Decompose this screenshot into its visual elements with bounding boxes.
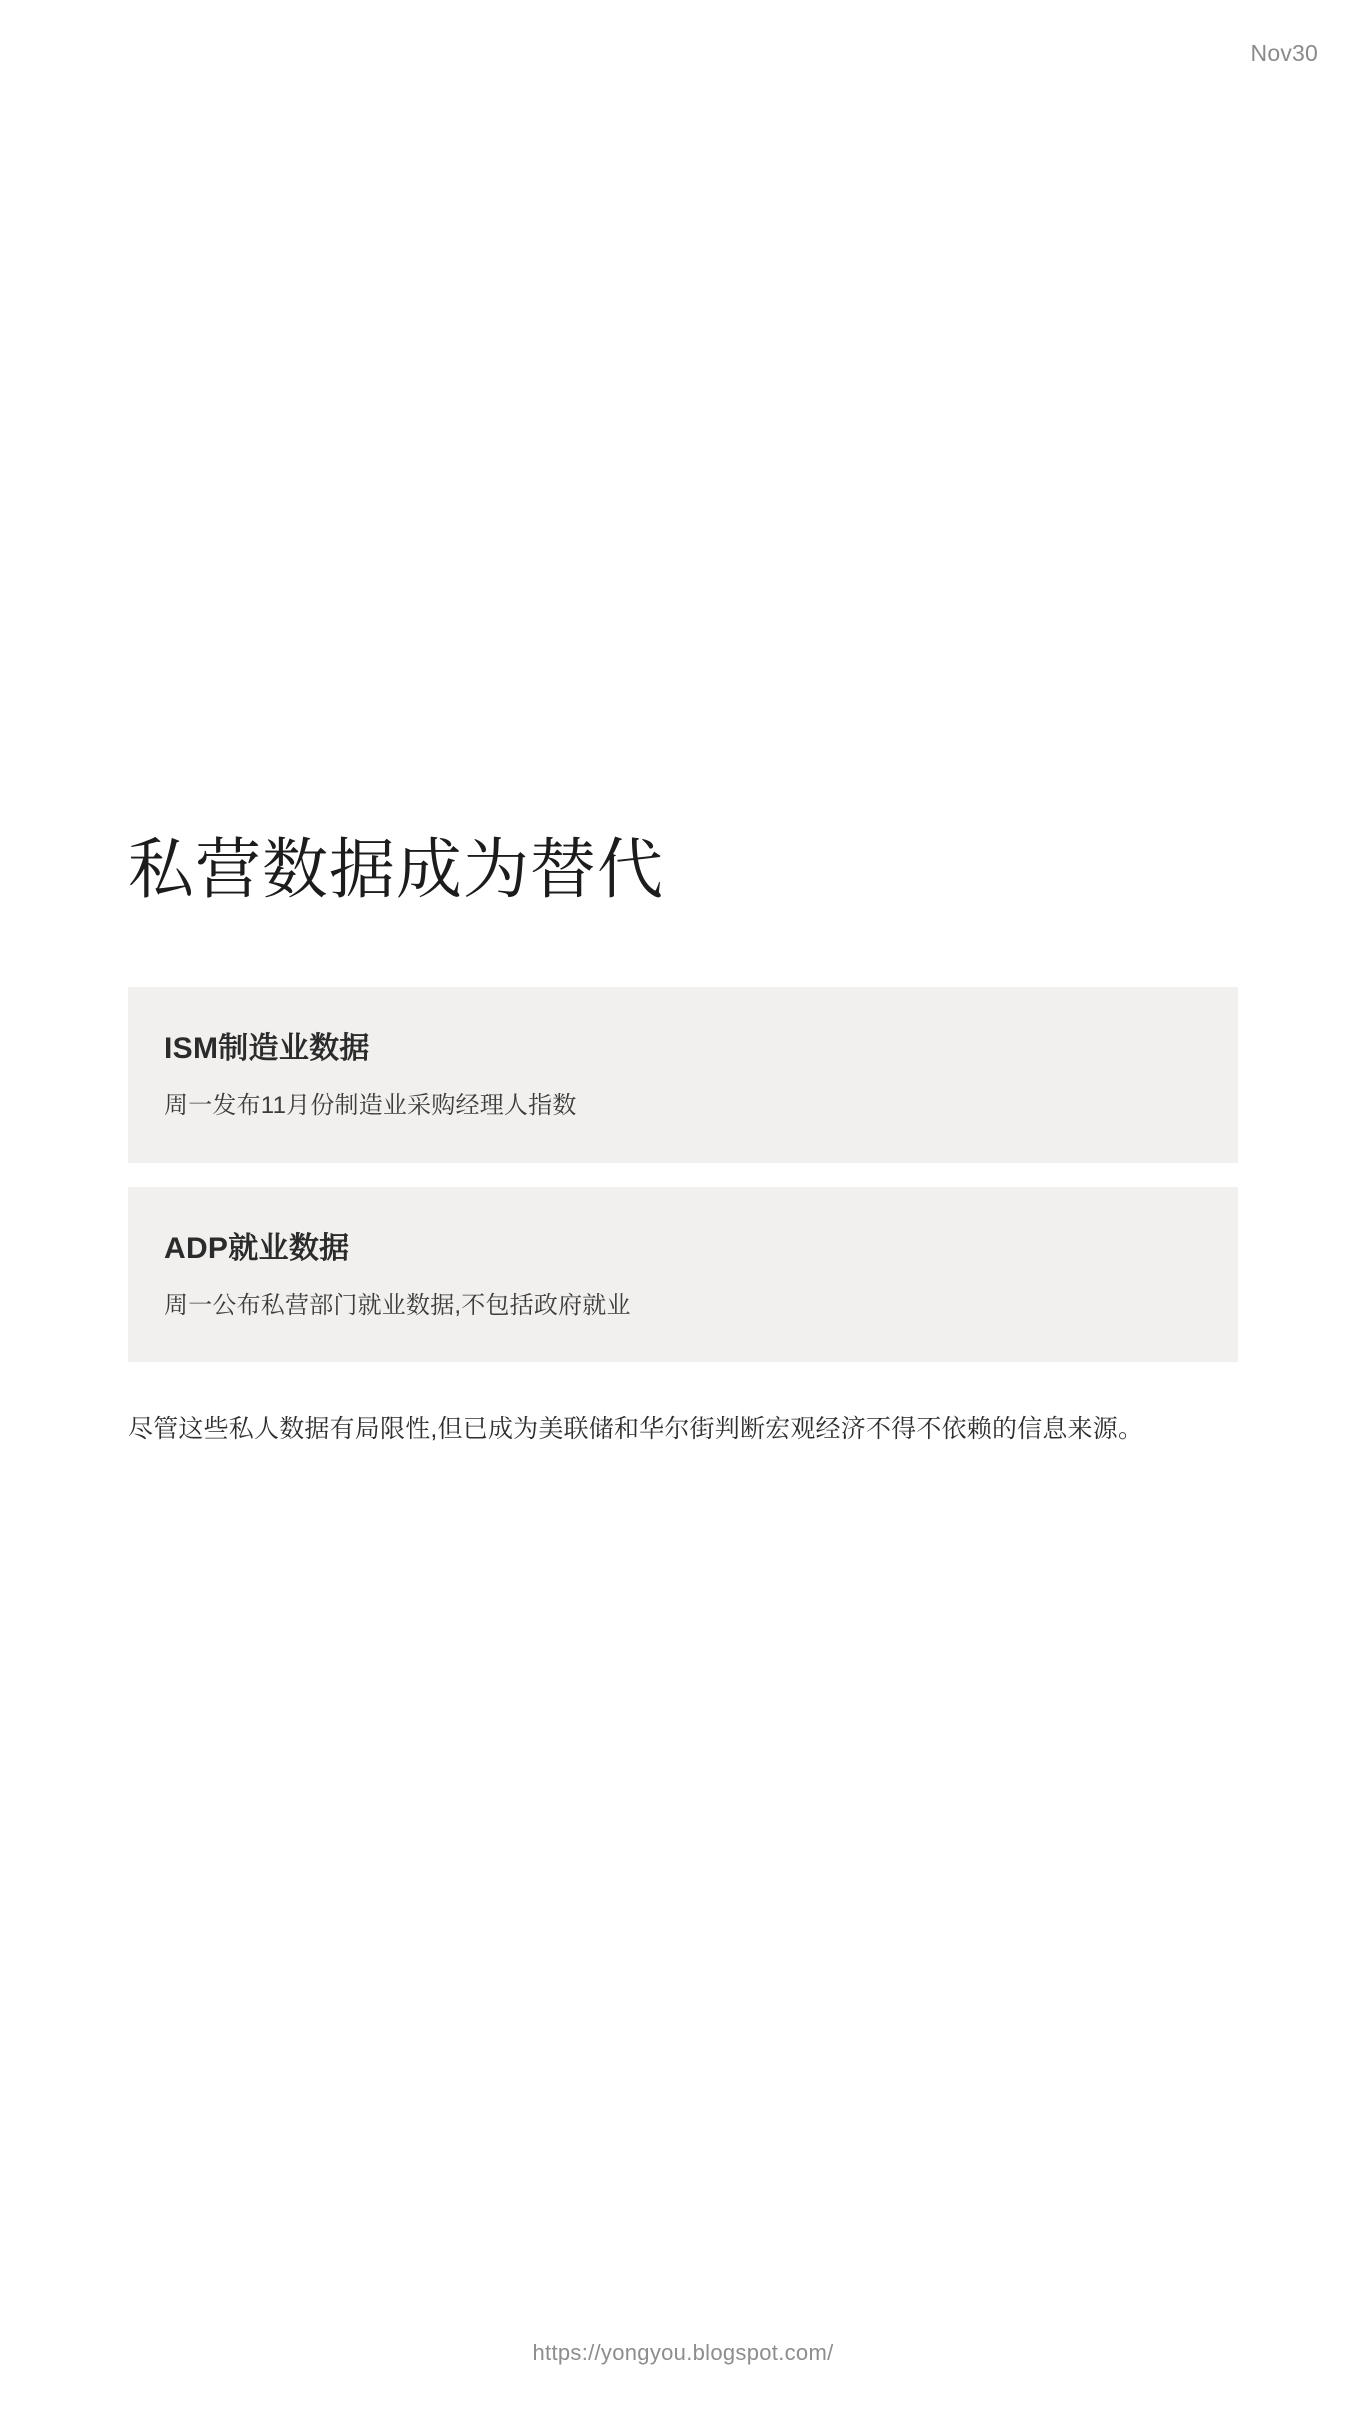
page-title: 私营数据成为替代	[128, 832, 664, 906]
date-stamp: Nov30	[1250, 40, 1318, 66]
card-title: ADP就业数据	[164, 1231, 350, 1265]
card-title: ISM制造业数据	[164, 1032, 370, 1066]
data-card-ism	[128, 987, 1238, 1163]
card-description: 周一发布11月份制造业采购经理人指数	[164, 1092, 577, 1120]
summary-paragraph: 尽管这些私人数据有局限性,但已成为美联储和华尔街判断宏观经济不得不依赖的信息来源。	[128, 1415, 1144, 1444]
data-card-adp	[128, 1187, 1238, 1363]
article-content	[128, 830, 1238, 1451]
card-description: 周一公布私营部门就业数据,不包括政府就业	[164, 1291, 631, 1319]
footer-url[interactable]: https://yongyou.blogspot.com/	[532, 2340, 834, 2365]
